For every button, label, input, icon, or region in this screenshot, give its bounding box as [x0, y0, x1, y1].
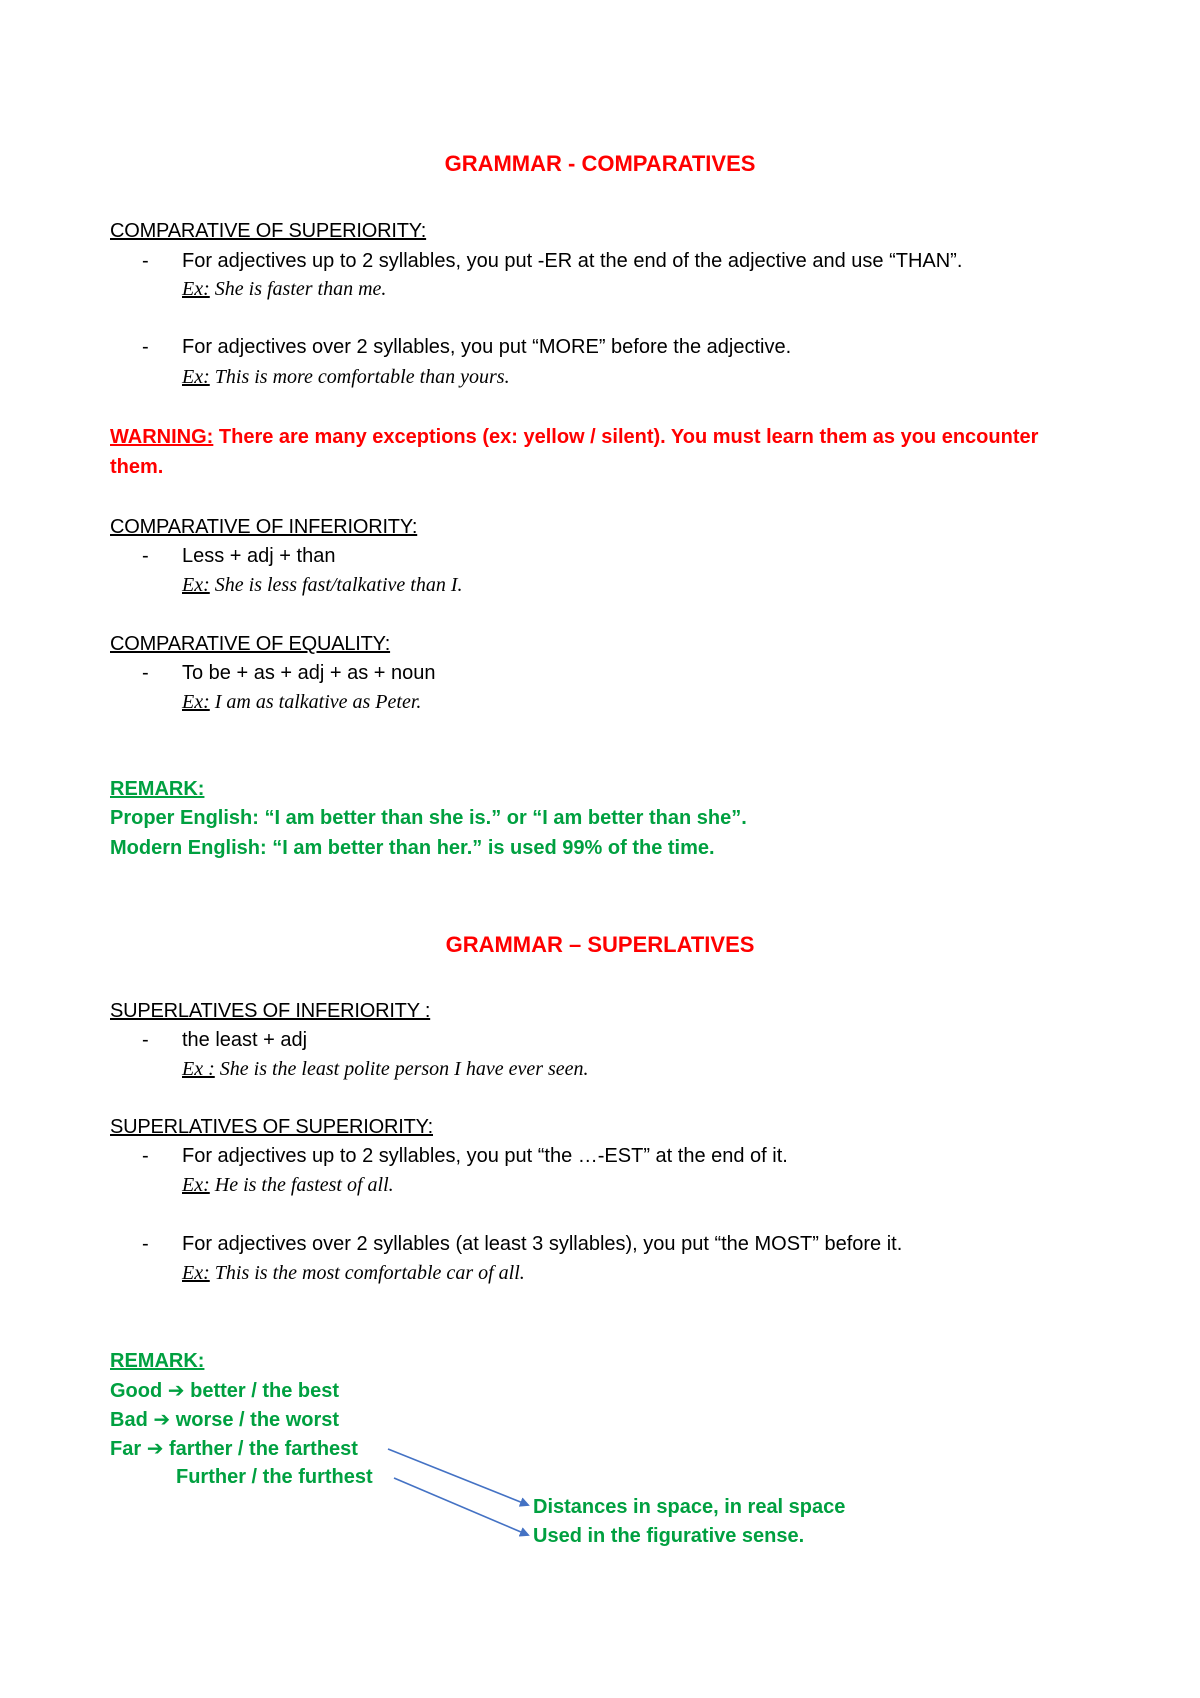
example-label: Ex:	[182, 691, 210, 713]
right-arrow-icon: ➔	[167, 1378, 185, 1402]
list-dash: -	[142, 545, 149, 567]
example-label: Ex:	[182, 574, 210, 596]
warning-line-1	[110, 424, 1038, 450]
meaning-figurative: Used in the figurative sense.	[533, 1525, 805, 1547]
remark-forms: farther / the farthest	[169, 1438, 358, 1460]
example-text: She is the least polite person I have ever seen.	[214, 1058, 589, 1080]
example-line	[182, 276, 386, 302]
example-label: Ex:	[182, 1262, 210, 1284]
warning-text: There are many exceptions (ex: yellow / silent). You must learn them as you encounter	[213, 426, 1039, 448]
remark-label: REMARK:	[110, 1350, 205, 1372]
warning-label: WARNING:	[110, 426, 214, 448]
right-arrow-icon: ➔	[153, 1407, 171, 1431]
list-dash: -	[142, 336, 149, 358]
list-item: For adjectives up to 2 syllables, you put “the …-EST” at the end of it.	[182, 1145, 788, 1167]
list-dash: -	[142, 1029, 149, 1051]
comparative-superiority-heading: COMPARATIVE OF SUPERIORITY:	[110, 220, 427, 242]
remark-bad-line	[110, 1406, 339, 1433]
remark-forms: better / the best	[190, 1380, 340, 1402]
list-item: the least + adj	[182, 1029, 308, 1051]
list-dash: -	[142, 250, 149, 272]
remark-word: Good	[110, 1380, 163, 1402]
remark-forms: worse / the worst	[175, 1409, 340, 1431]
example-text: This is the most comfortable car of all.	[209, 1262, 525, 1284]
list-item: For adjectives over 2 syllables, you put “MORE” before the adjective.	[182, 336, 792, 358]
example-label: Ex:	[182, 1174, 210, 1196]
remark-word: Bad	[110, 1409, 148, 1431]
connector-arrow-further	[394, 1478, 528, 1535]
superlatives-inferiority-heading: SUPERLATIVES OF INFERIORITY :	[110, 1000, 431, 1022]
list-dash: -	[142, 1233, 149, 1255]
remark-further-line: Further / the furthest	[176, 1466, 373, 1488]
comparatives-title: GRAMMAR - COMPARATIVES	[444, 151, 756, 176]
list-item: For adjectives over 2 syllables (at least 3 syllables), you put “the MOST” before it.	[182, 1233, 903, 1255]
example-text: He is the fastest of all.	[209, 1174, 394, 1196]
list-item: To be + as + adj + as + noun	[182, 662, 436, 684]
example-line	[182, 1172, 394, 1198]
list-item: For adjectives up to 2 syllables, you put -ER at the end of the adjective and use “THAN”.	[182, 250, 963, 272]
example-text: She is faster than me.	[209, 278, 387, 300]
connector-arrow-far	[388, 1449, 528, 1505]
comparative-inferiority-heading: COMPARATIVE OF INFERIORITY:	[110, 516, 418, 538]
list-dash: -	[142, 662, 149, 684]
example-label: Ex:	[182, 366, 210, 388]
example-line	[182, 1056, 589, 1082]
meaning-space: Distances in space, in real space	[533, 1496, 846, 1518]
warning-line-2: them.	[110, 456, 164, 478]
comparative-equality-heading: COMPARATIVE OF EQUALITY:	[110, 633, 391, 655]
remark-line: Proper English: “I am better than she is.” or “I am better than she”.	[110, 807, 747, 829]
example-line	[182, 1260, 525, 1286]
list-item: Less + adj + than	[182, 545, 336, 567]
list-dash: -	[142, 1145, 149, 1167]
remark-label: REMARK:	[110, 778, 205, 800]
example-text: She is less fast/talkative than I.	[209, 574, 463, 596]
example-text: This is more comfortable than yours.	[209, 366, 510, 388]
example-label: Ex:	[182, 278, 210, 300]
example-line	[182, 572, 463, 598]
example-text: I am as talkative as Peter.	[209, 691, 422, 713]
example-line	[182, 689, 421, 715]
remark-far-line	[110, 1435, 358, 1462]
remark-line: Modern English: “I am better than her.” is used 99% of the time.	[110, 837, 715, 859]
remark-good-line	[110, 1377, 339, 1404]
superlatives-title: GRAMMAR – SUPERLATIVES	[445, 932, 755, 957]
example-label: Ex :	[182, 1058, 215, 1080]
example-line	[182, 364, 510, 390]
remark-word: Far	[110, 1438, 142, 1460]
superlatives-superiority-heading: SUPERLATIVES OF SUPERIORITY:	[110, 1116, 433, 1138]
right-arrow-icon: ➔	[146, 1436, 164, 1460]
